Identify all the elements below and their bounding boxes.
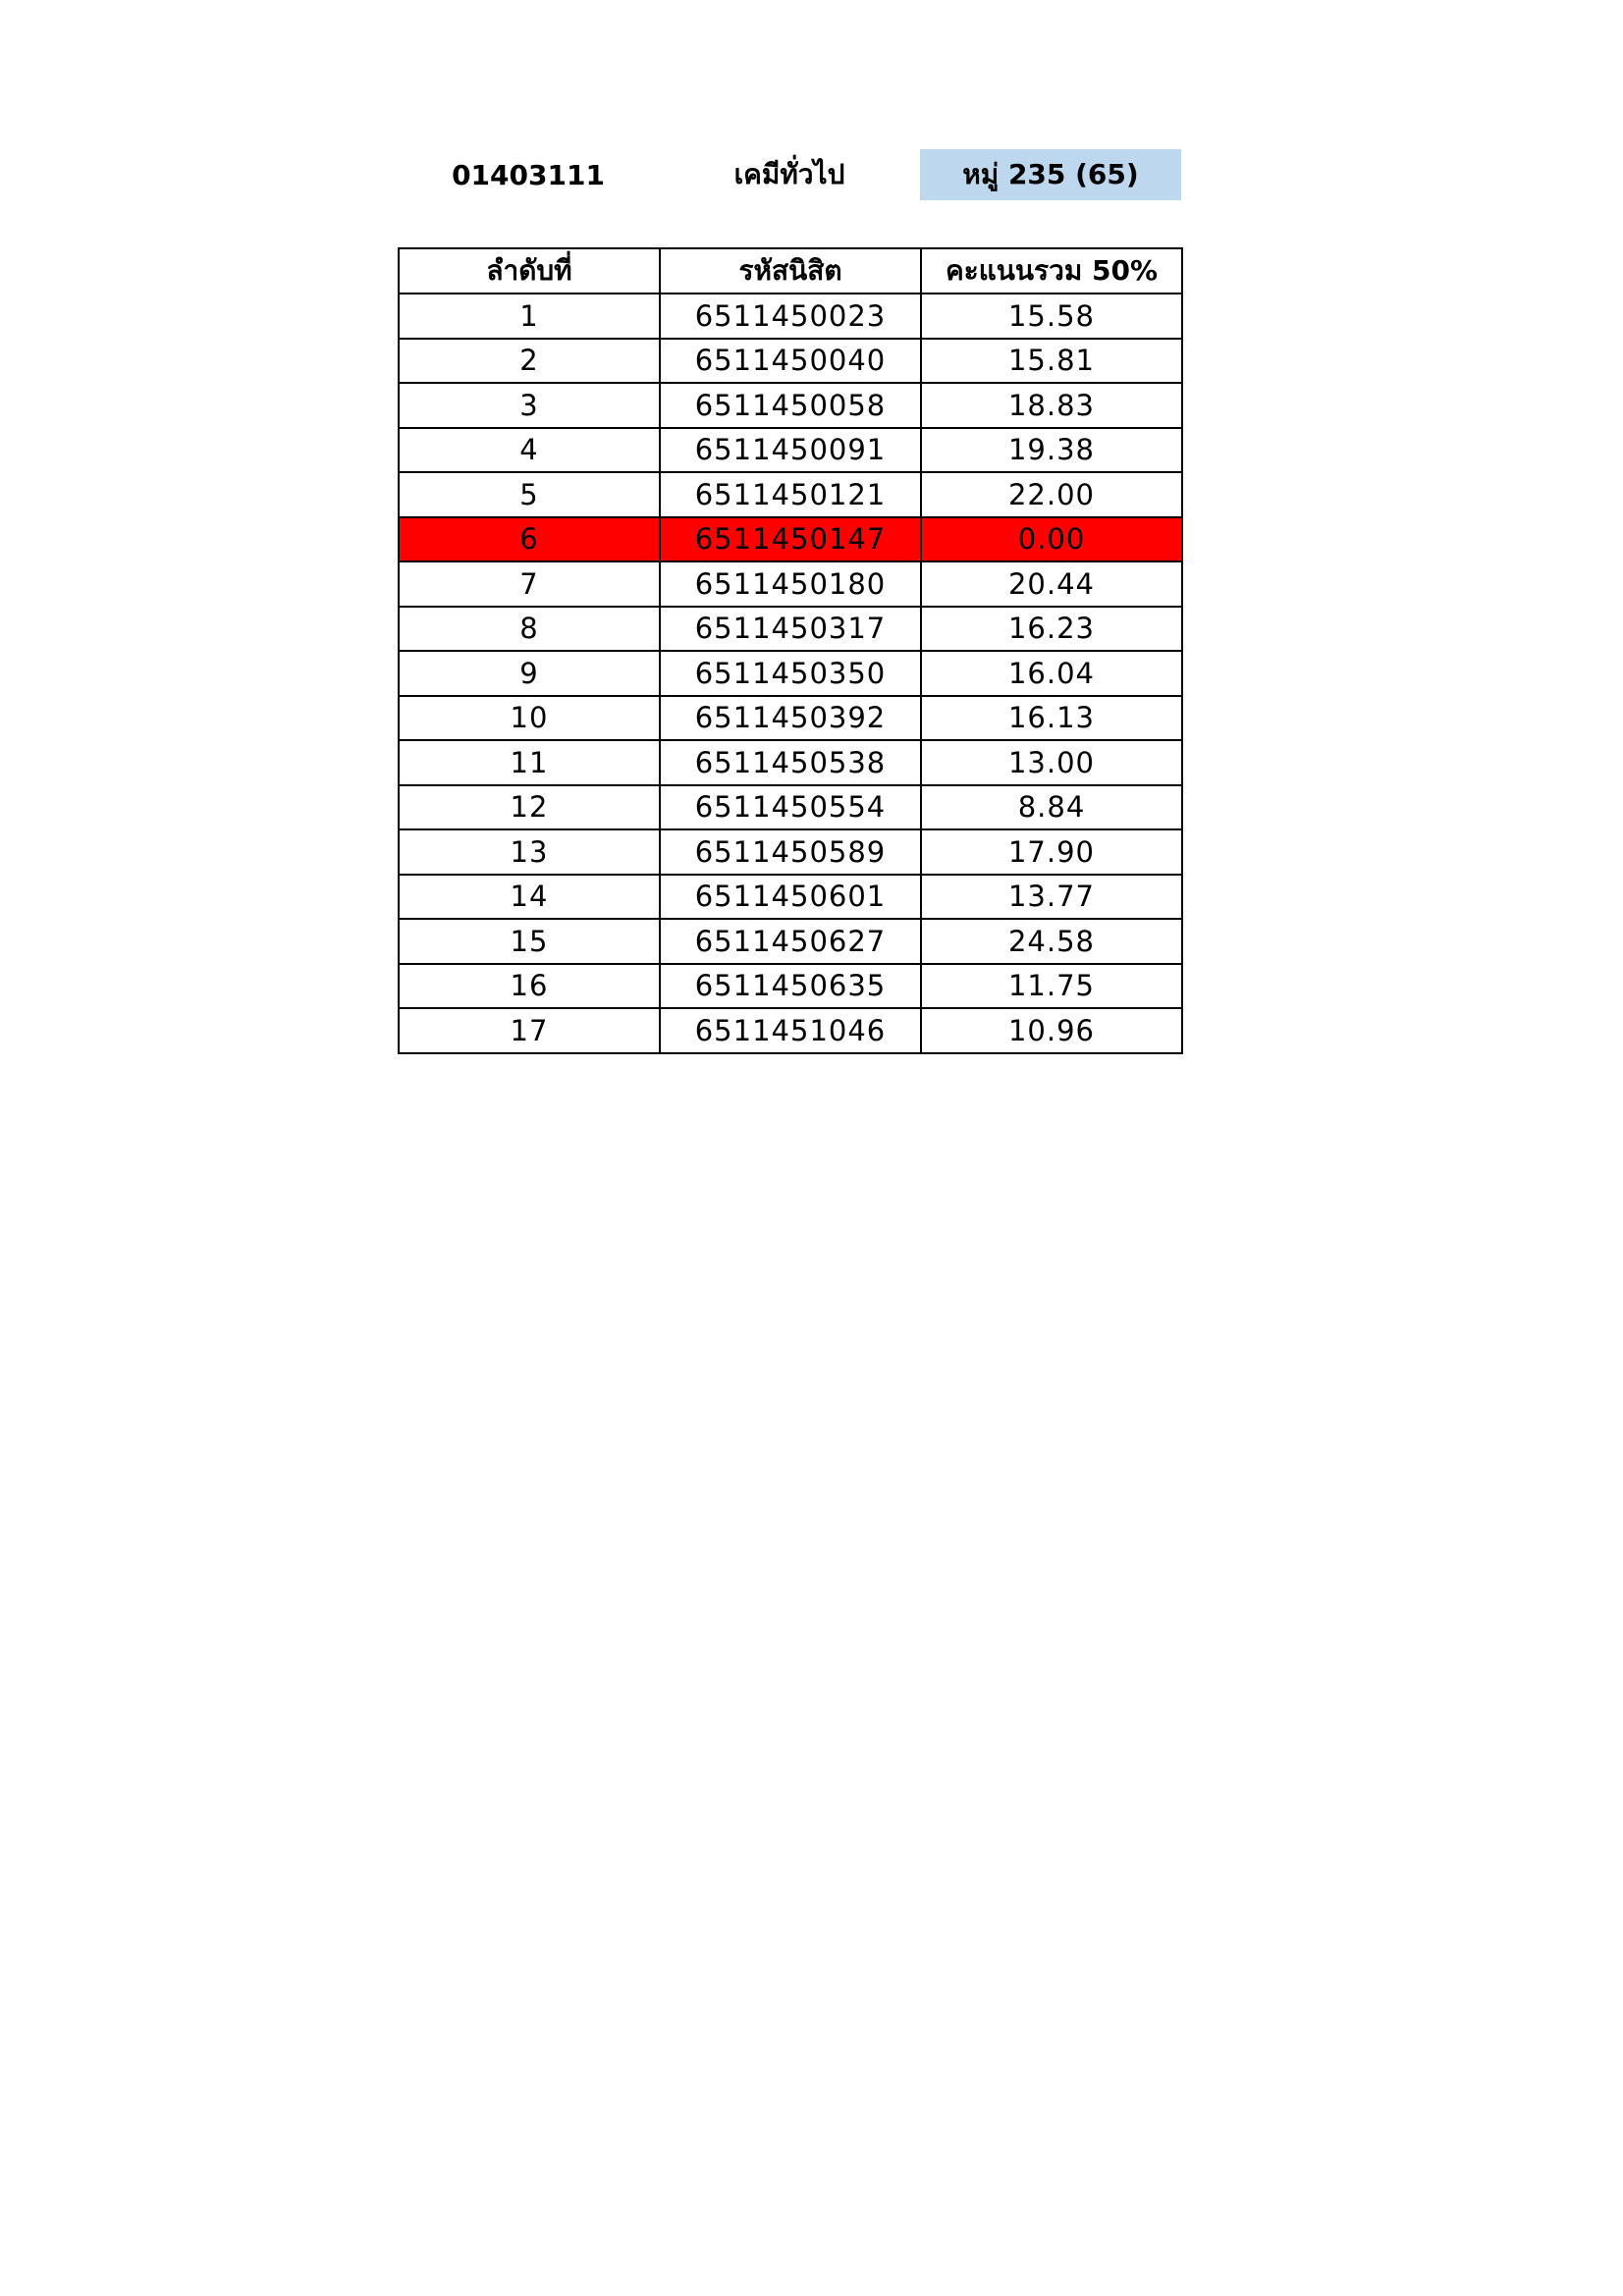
cell-order: 6 (399, 517, 660, 562)
cell-order: 3 (399, 383, 660, 428)
table-row (399, 696, 1182, 741)
table-row (399, 785, 1182, 830)
cell-order: 16 (399, 964, 660, 1009)
course-code: 01403111 (452, 158, 605, 191)
table-row (399, 829, 1182, 875)
cell-student-id: 6511450121 (660, 472, 921, 517)
course-name: เคมีทั่วไป (733, 158, 845, 190)
table-row (399, 1008, 1182, 1053)
table-row-highlighted (399, 517, 1182, 562)
cell-order: 9 (399, 651, 660, 696)
cell-score: 10.96 (921, 1008, 1182, 1053)
cell-order: 15 (399, 919, 660, 964)
cell-order: 5 (399, 472, 660, 517)
cell-order: 13 (399, 829, 660, 875)
score-table (398, 247, 1183, 1054)
column-header-total-score: คะแนนรวม 50% (921, 248, 1182, 294)
cell-score: 20.44 (921, 561, 1182, 607)
cell-order: 4 (399, 428, 660, 473)
table-row (399, 561, 1182, 607)
cell-score: 11.75 (921, 964, 1182, 1009)
cell-student-id: 6511450091 (660, 428, 921, 473)
cell-order: 7 (399, 561, 660, 607)
table-row (399, 428, 1182, 473)
cell-student-id: 6511450023 (660, 294, 921, 339)
table-row (399, 294, 1182, 339)
cell-student-id: 6511450058 (660, 383, 921, 428)
cell-score: 16.23 (921, 607, 1182, 652)
table-row (399, 651, 1182, 696)
cell-score: 13.00 (921, 740, 1182, 785)
cell-order: 12 (399, 785, 660, 830)
cell-order: 2 (399, 339, 660, 384)
course-header (398, 149, 1181, 200)
cell-score: 13.77 (921, 875, 1182, 920)
cell-student-id: 6511450350 (660, 651, 921, 696)
cell-score: 16.04 (921, 651, 1182, 696)
cell-student-id: 6511450392 (660, 696, 921, 741)
cell-order: 1 (399, 294, 660, 339)
cell-score: 18.83 (921, 383, 1182, 428)
cell-score: 15.81 (921, 339, 1182, 384)
column-header-order: ลำดับที่ (399, 248, 660, 294)
cell-student-id: 6511450147 (660, 517, 921, 562)
table-header-row (399, 248, 1182, 294)
cell-student-id: 6511450635 (660, 964, 921, 1009)
cell-student-id: 6511450040 (660, 339, 921, 384)
table-row (399, 339, 1182, 384)
table-row (399, 919, 1182, 964)
cell-score: 0.00 (921, 517, 1182, 562)
cell-order: 14 (399, 875, 660, 920)
cell-student-id: 6511450601 (660, 875, 921, 920)
cell-student-id: 6511450589 (660, 829, 921, 875)
cell-student-id: 6511450317 (660, 607, 921, 652)
cell-score: 8.84 (921, 785, 1182, 830)
cell-student-id: 6511450627 (660, 919, 921, 964)
cell-score: 15.58 (921, 294, 1182, 339)
cell-student-id: 6511450538 (660, 740, 921, 785)
cell-student-id: 6511450180 (660, 561, 921, 607)
cell-score: 24.58 (921, 919, 1182, 964)
cell-student-id: 6511451046 (660, 1008, 921, 1053)
group-label: หมู่ 235 (65) (920, 149, 1181, 200)
table-row (399, 964, 1182, 1009)
cell-score: 22.00 (921, 472, 1182, 517)
cell-score: 17.90 (921, 829, 1182, 875)
cell-order: 11 (399, 740, 660, 785)
cell-order: 17 (399, 1008, 660, 1053)
table-row (399, 740, 1182, 785)
cell-order: 8 (399, 607, 660, 652)
cell-student-id: 6511450554 (660, 785, 921, 830)
table-row (399, 472, 1182, 517)
cell-score: 16.13 (921, 696, 1182, 741)
table-row (399, 607, 1182, 652)
cell-order: 10 (399, 696, 660, 741)
column-header-student-id: รหัสนิสิต (660, 248, 921, 294)
cell-score: 19.38 (921, 428, 1182, 473)
table-row (399, 383, 1182, 428)
table-row (399, 875, 1182, 920)
